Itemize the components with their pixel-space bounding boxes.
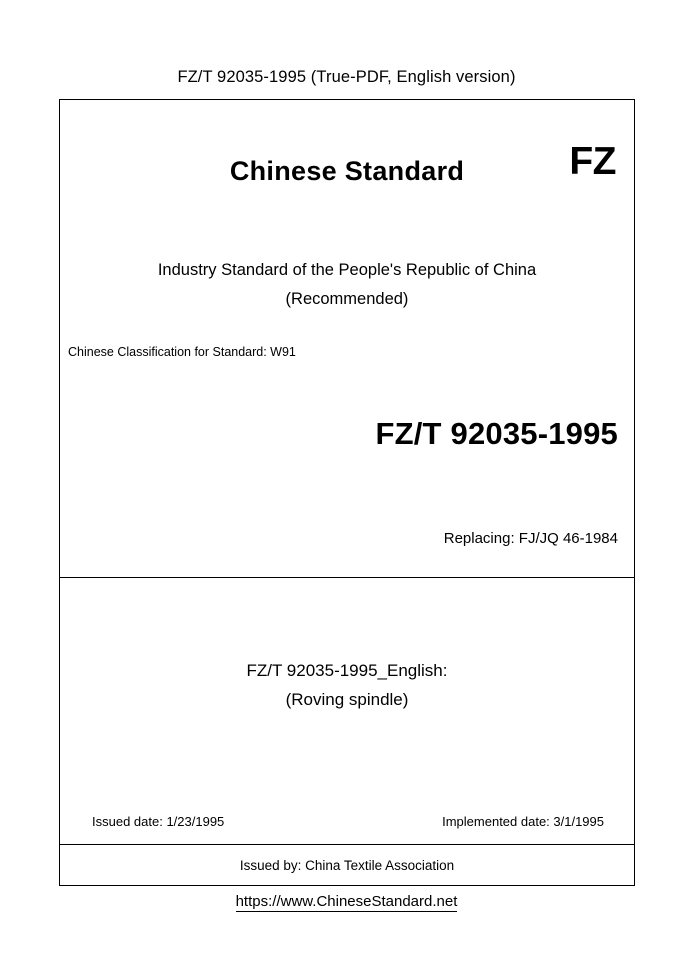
classification-code: Chinese Classification for Standard: W91	[68, 345, 296, 359]
english-title-line-1: FZ/T 92035-1995_English:	[246, 661, 448, 680]
dates-row	[60, 814, 634, 829]
replacing-standard: Replacing: FJ/JQ 46-1984	[443, 530, 618, 547]
issued-date: Issued date: 1/23/1995	[92, 814, 225, 829]
industry-standard-line	[60, 256, 634, 314]
issued-by: Issued by: China Textile Association	[239, 857, 455, 873]
page-title: FZ/T 92035-1995 (True-PDF, English version)	[177, 68, 516, 86]
cover-middle-section	[60, 578, 634, 845]
industry-standard-line-2: (Recommended)	[285, 290, 409, 308]
standard-heading: Chinese Standard	[229, 156, 465, 186]
english-title-line-2: (Roving spindle)	[285, 690, 409, 709]
english-title	[60, 656, 634, 714]
cover-box	[59, 99, 635, 886]
industry-standard-line-1: Industry Standard of the People's Republic of China	[157, 261, 537, 279]
standard-number: FZ/T 92035-1995	[375, 416, 618, 451]
source-link[interactable]	[0, 893, 693, 910]
cover-upper-section	[60, 100, 634, 578]
fz-logo: FZ	[569, 140, 616, 183]
source-link-text: https://www.ChineseStandard.net	[235, 893, 458, 910]
implemented-date: Implemented date: 3/1/1995	[442, 814, 604, 829]
